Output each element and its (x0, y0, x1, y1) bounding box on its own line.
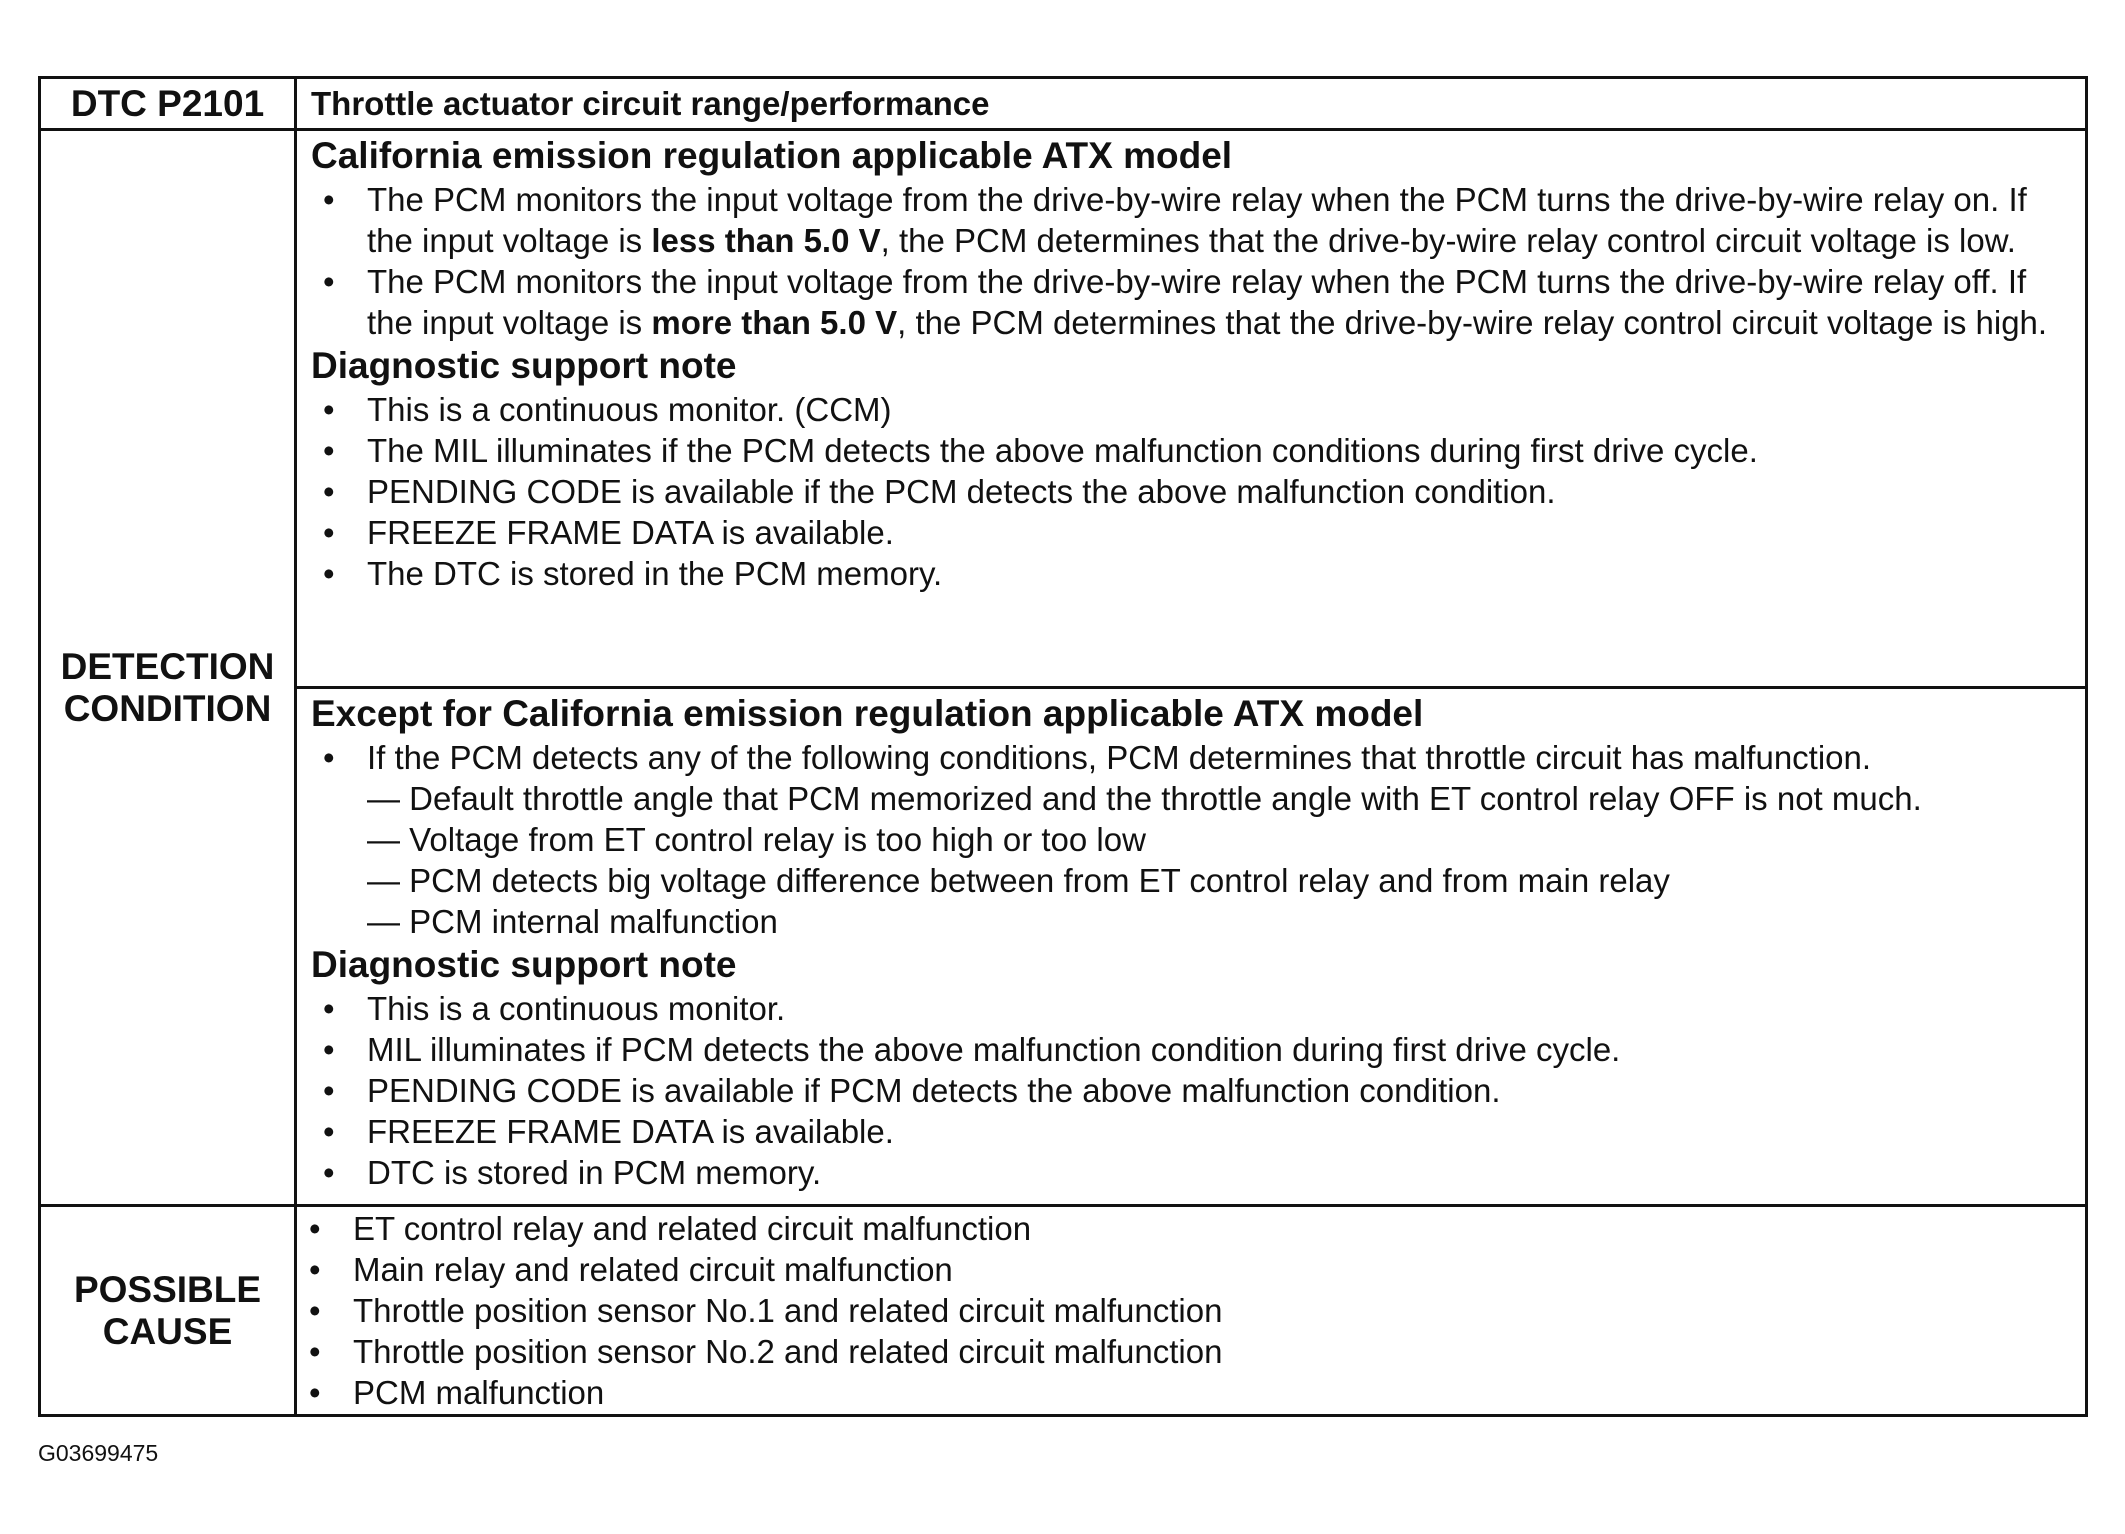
dtc-title: Throttle actuator circuit range/performance (296, 78, 2087, 130)
except-dash-item: — Default throttle angle that PCM memorized and the throttle angle with ET control relay OFF is not much. (367, 780, 1922, 817)
except-note-title: Diagnostic support note (311, 944, 737, 985)
possible-cause-list (297, 1208, 2085, 1413)
california-bullet-1 (367, 179, 2075, 261)
list-item: • The DTC is stored in the PCM memory. (367, 553, 2075, 594)
cause-label-line1: POSSIBLE (73, 1268, 262, 1310)
list-item: • This is a continuous monitor. (367, 988, 2075, 1029)
cause-label-line2: CAUSE (102, 1310, 233, 1352)
list-item: • MIL illuminates if PCM detects the above malfunction condition during first drive cycle. (367, 1029, 2075, 1070)
except-notes (311, 988, 2075, 1193)
detection-row-california (40, 130, 2087, 688)
except-section-title: Except for California emission regulation applicable ATX model (311, 693, 1424, 734)
possible-cause-row (40, 1206, 2087, 1416)
dtc-code: DTC P2101 (40, 78, 296, 130)
list-item: • ET control relay and related circuit malfunction (353, 1208, 2085, 1249)
detection-condition-label (40, 130, 296, 1206)
list-item: • FREEZE FRAME DATA is available. (367, 512, 2075, 553)
california-cell (296, 130, 2087, 688)
california-note-title: Diagnostic support note (311, 345, 737, 386)
california-notes (311, 389, 2075, 594)
possible-cause-label (40, 1206, 296, 1416)
header-row (40, 78, 2087, 130)
california-section-title: California emission regulation applicable ATX model (311, 135, 1233, 176)
california-bullets (311, 179, 2075, 343)
list-item: • FREEZE FRAME DATA is available. (367, 1111, 2075, 1152)
figure-id: G03699475 (38, 1440, 159, 1466)
except-dash-item: — PCM detects big voltage difference between from ET control relay and from main relay (367, 862, 1670, 899)
bullet-text: The PCM monitors the input voltage from the drive-by-wire relay when the PCM turns the drive-by-wire relay on. If the input voltage is (367, 181, 2027, 259)
list-item: • The MIL illuminates if the PCM detects the above malfunction conditions during first drive cycle. (367, 430, 2075, 471)
list-item: • This is a continuous monitor. (CCM) (367, 389, 2075, 430)
list-item: • Main relay and related circuit malfunction (353, 1249, 2085, 1290)
bullet-bold-text: more than 5.0 V (651, 304, 898, 341)
list-item: • Throttle position sensor No.2 and related circuit malfunction (353, 1331, 2085, 1372)
detection-label-line2: CONDITION (63, 687, 272, 729)
dtc-table (38, 76, 2088, 1417)
california-bullet-2 (367, 261, 2075, 343)
detection-label-line1: DETECTION (60, 645, 275, 687)
list-item: • PCM malfunction (353, 1372, 2085, 1413)
possible-cause-cell (296, 1206, 2087, 1416)
list-item: • PENDING CODE is available if the PCM detects the above malfunction condition. (367, 471, 2075, 512)
except-dash-item: — PCM internal malfunction (367, 903, 778, 940)
list-item: • Throttle position sensor No.1 and related circuit malfunction (353, 1290, 2085, 1331)
except-dash-item: — Voltage from ET control relay is too high or too low (367, 821, 1146, 858)
detection-row-except (40, 688, 2087, 1206)
list-item: • DTC is stored in PCM memory. (367, 1152, 2075, 1193)
except-bullet-1: • If the PCM detects any of the following conditions, PCM determines that throttle circuit has malfunction. (367, 737, 2075, 778)
list-item: • PENDING CODE is available if PCM detects the above malfunction condition. (367, 1070, 2075, 1111)
bullet-text: , the PCM determines that the drive-by-wire relay control circuit voltage is high. (897, 304, 2048, 341)
bullet-text: , the PCM determines that the drive-by-wire relay control circuit voltage is low. (880, 222, 2016, 259)
except-cell (296, 688, 2087, 1206)
except-bullets (311, 737, 2075, 778)
bullet-bold-text: less than 5.0 V (651, 222, 881, 259)
bullet-text: The PCM monitors the input voltage from the drive-by-wire relay when the PCM turns the drive-by-wire relay off. If the input voltage is (367, 263, 2027, 341)
